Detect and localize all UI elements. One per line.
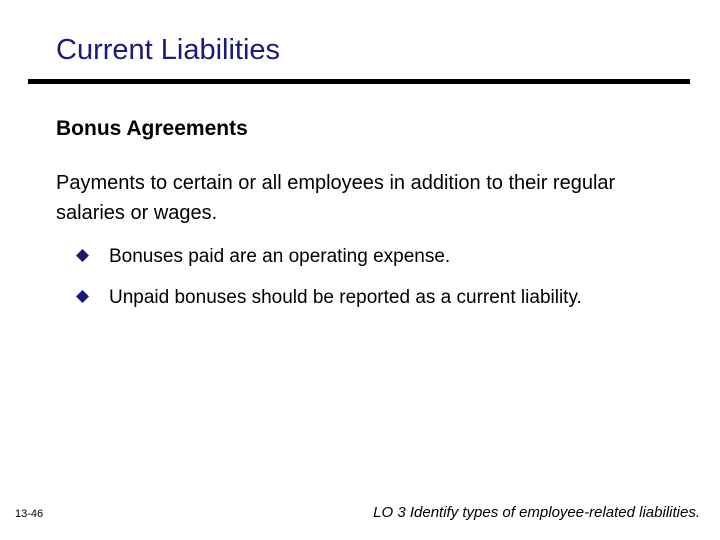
section-heading: Bonus Agreements: [56, 117, 248, 140]
slide-title: Current Liabilities: [56, 34, 281, 66]
bullet-list: [70, 242, 630, 324]
bullet-item: [70, 242, 630, 271]
diamond-bullet-icon: [76, 249, 89, 262]
bullet-text: Unpaid bonuses should be reported as a current liability.: [109, 287, 582, 308]
bullet-item: [70, 283, 630, 312]
slide-number: 13-46: [15, 508, 44, 520]
intro-paragraph: Payments to certain or all employees in addition to their regular salaries or wages.: [56, 172, 616, 224]
learning-objective-footer: LO 3 Identify types of employee-related liabilities.: [373, 504, 700, 521]
diamond-bullet-icon: [76, 290, 89, 303]
title-divider: [28, 79, 690, 84]
bullet-text: Bonuses paid are an operating expense.: [109, 246, 451, 267]
